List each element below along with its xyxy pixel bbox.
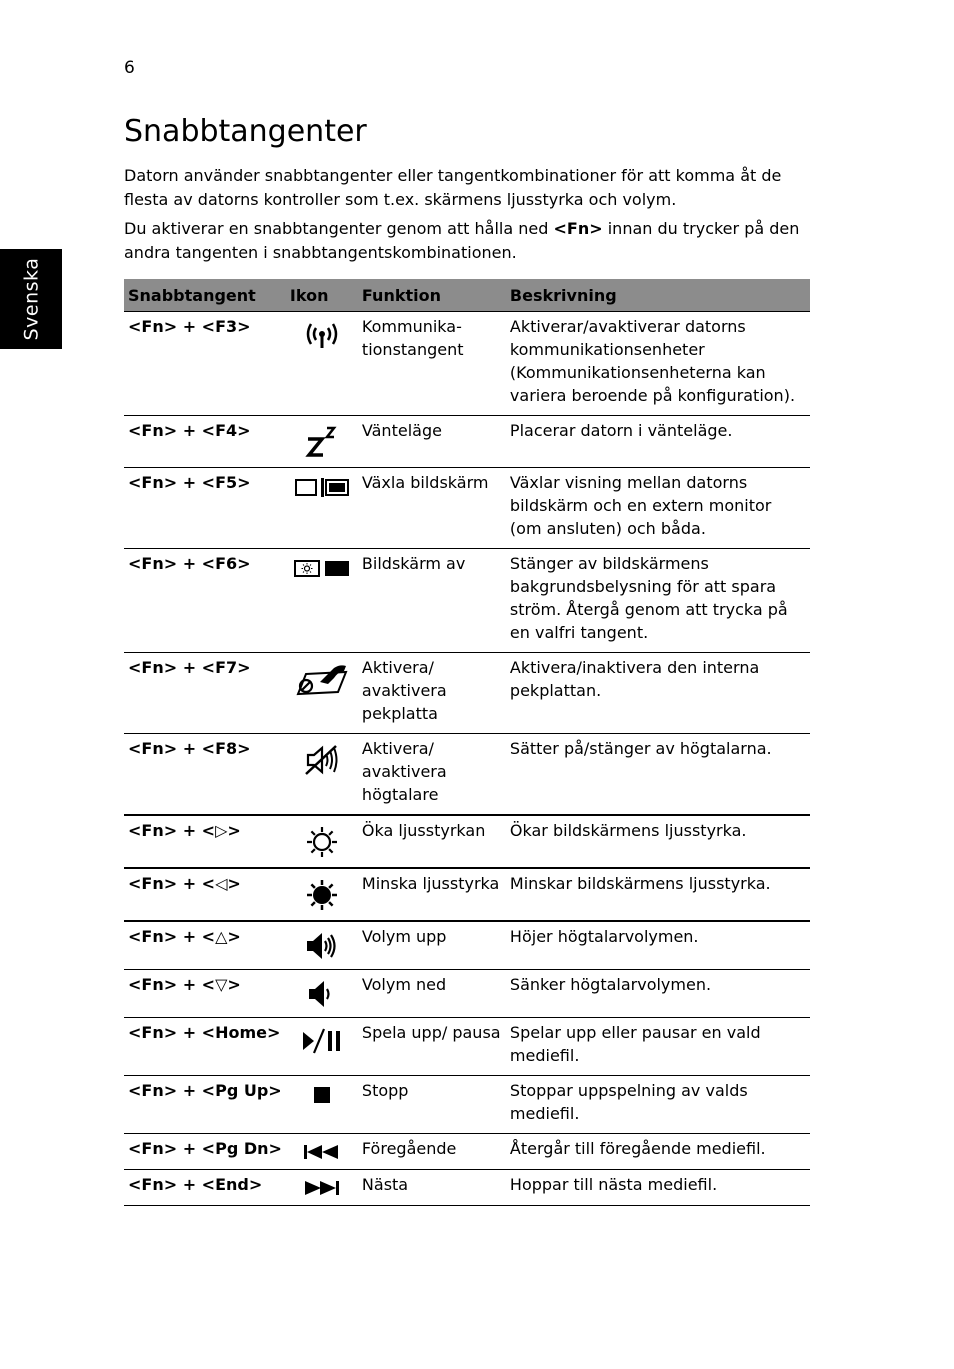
row-function: Växla bildskärm [358, 468, 506, 549]
table-row [124, 734, 810, 816]
row-icon [286, 734, 358, 816]
header-snabbtangent: Snabbtangent [124, 279, 286, 312]
row-icon [286, 1170, 358, 1206]
row-key: <Fn> + <F4> [124, 416, 286, 468]
row-key: <Fn> + <F3> [124, 312, 286, 416]
language-side-tab-label: Svenska [20, 257, 42, 341]
row-icon [286, 468, 358, 549]
intro2-text-after: innan du trycker på den andra tangenten i snabbtangentskombinationen. [124, 219, 800, 262]
table-row [124, 868, 810, 921]
row-icon [286, 815, 358, 868]
table-row [124, 970, 810, 1018]
row-description: Minskar bildskärmens ljusstyrka. [506, 868, 810, 921]
language-side-tab [0, 249, 62, 349]
row-function: Volym upp [358, 921, 506, 970]
row-key: <Fn> + <Pg Up> [124, 1076, 286, 1134]
row-function: Aktivera/ avaktivera högtalare [358, 734, 506, 816]
header-funktion: Funktion [358, 279, 506, 312]
row-function: Nästa [358, 1170, 506, 1206]
sleep-icon [302, 425, 342, 459]
row-description: Aktivera/inaktivera den interna pekplattan. [506, 653, 810, 734]
row-icon [286, 921, 358, 970]
row-key: <Fn> + <F5> [124, 468, 286, 549]
next-track-icon [302, 1179, 342, 1197]
table-header-row [124, 279, 810, 312]
wireless-icon [302, 321, 342, 351]
row-key: <Fn> + <Home> [124, 1018, 286, 1076]
row-icon [286, 653, 358, 734]
previous-track-icon [302, 1143, 342, 1161]
row-function: Aktivera/ avaktivera pekplatta [358, 653, 506, 734]
brightness-up-icon [304, 825, 340, 859]
row-description: Återgår till föregående mediefil. [506, 1134, 810, 1170]
row-icon [286, 1134, 358, 1170]
table-row [124, 1134, 810, 1170]
row-description: Stänger av bildskärmens bakgrundsbelysning för att spara ström. Återgå genom att trycka på en valfri tangent. [506, 549, 810, 653]
row-icon [286, 416, 358, 468]
table-row [124, 1018, 810, 1076]
table-row [124, 416, 810, 468]
row-function: Stopp [358, 1076, 506, 1134]
row-function: Vänteläge [358, 416, 506, 468]
table-row [124, 815, 810, 868]
table-row [124, 1076, 810, 1134]
header-ikon: Ikon [286, 279, 358, 312]
row-icon [286, 1018, 358, 1076]
row-description: Växlar visning mellan datorns bildskärm och en extern monitor (om ansluten) och båda. [506, 468, 810, 549]
play-pause-icon [300, 1027, 344, 1055]
row-description: Höjer högtalarvolymen. [506, 921, 810, 970]
row-key: <Fn> + <△> [124, 921, 286, 970]
page-number: 6 [124, 58, 135, 78]
table-row [124, 549, 810, 653]
row-function: Kommunika- tionstangent [358, 312, 506, 416]
header-beskrivning: Beskrivning [506, 279, 810, 312]
row-key: <Fn> + <F7> [124, 653, 286, 734]
row-key: <Fn> + <▷> [124, 815, 286, 868]
speaker-mute-icon [302, 743, 342, 777]
table-row [124, 312, 810, 416]
table-row [124, 468, 810, 549]
intro-paragraph-2 [124, 217, 814, 265]
hotkey-table [124, 279, 810, 1206]
intro2-text-before: Du aktiverar en snabbtangenter genom att hålla ned [124, 219, 554, 238]
row-function: Volym ned [358, 970, 506, 1018]
row-description: Sänker högtalarvolymen. [506, 970, 810, 1018]
display-off-icon [294, 558, 350, 580]
row-key: <Fn> + <F6> [124, 549, 286, 653]
intro-paragraph-1: Datorn använder snabbtangenter eller tangentkombinationer för att komma åt de flesta av datorns kontroller som t.ex. skärmens ljusstyrka och volym. [124, 166, 782, 209]
row-description: Sätter på/stänger av högtalarna. [506, 734, 810, 816]
row-function: Öka ljusstyrkan [358, 815, 506, 868]
display-switch-icon [295, 477, 349, 499]
stop-icon [312, 1085, 332, 1105]
brightness-down-icon [304, 878, 340, 912]
table-row [124, 653, 810, 734]
row-description: Ökar bildskärmens ljusstyrka. [506, 815, 810, 868]
row-description: Stoppar uppspelning av valds mediefil. [506, 1076, 810, 1134]
row-function: Spela upp/ pausa [358, 1018, 506, 1076]
intro2-fn-key: <Fn> [553, 219, 603, 238]
row-icon [286, 1076, 358, 1134]
row-icon [286, 868, 358, 921]
row-description: Aktiverar/avaktiverar datorns kommunikationsenheter (Kommunikationsenheterna kan variera beroende på konfiguration). [506, 312, 810, 416]
page-title: Snabbtangenter [124, 114, 367, 149]
table-row [124, 1170, 810, 1206]
volume-down-icon [304, 979, 340, 1009]
row-key: <Fn> + <◁> [124, 868, 286, 921]
row-description: Spelar upp eller pausar en vald mediefil. [506, 1018, 810, 1076]
row-function: Bildskärm av [358, 549, 506, 653]
row-function: Minska ljusstyrka [358, 868, 506, 921]
row-key: <Fn> + <Pg Dn> [124, 1134, 286, 1170]
row-description: Hoppar till nästa mediefil. [506, 1170, 810, 1206]
row-function: Föregående [358, 1134, 506, 1170]
touchpad-toggle-icon [294, 662, 350, 696]
row-key: <Fn> + <▽> [124, 970, 286, 1018]
row-key: <Fn> + <F8> [124, 734, 286, 816]
row-icon [286, 970, 358, 1018]
row-key: <Fn> + <End> [124, 1170, 286, 1206]
row-icon [286, 549, 358, 653]
table-row [124, 921, 810, 970]
row-description: Placerar datorn i vänteläge. [506, 416, 810, 468]
row-icon [286, 312, 358, 416]
volume-up-icon [304, 931, 340, 961]
